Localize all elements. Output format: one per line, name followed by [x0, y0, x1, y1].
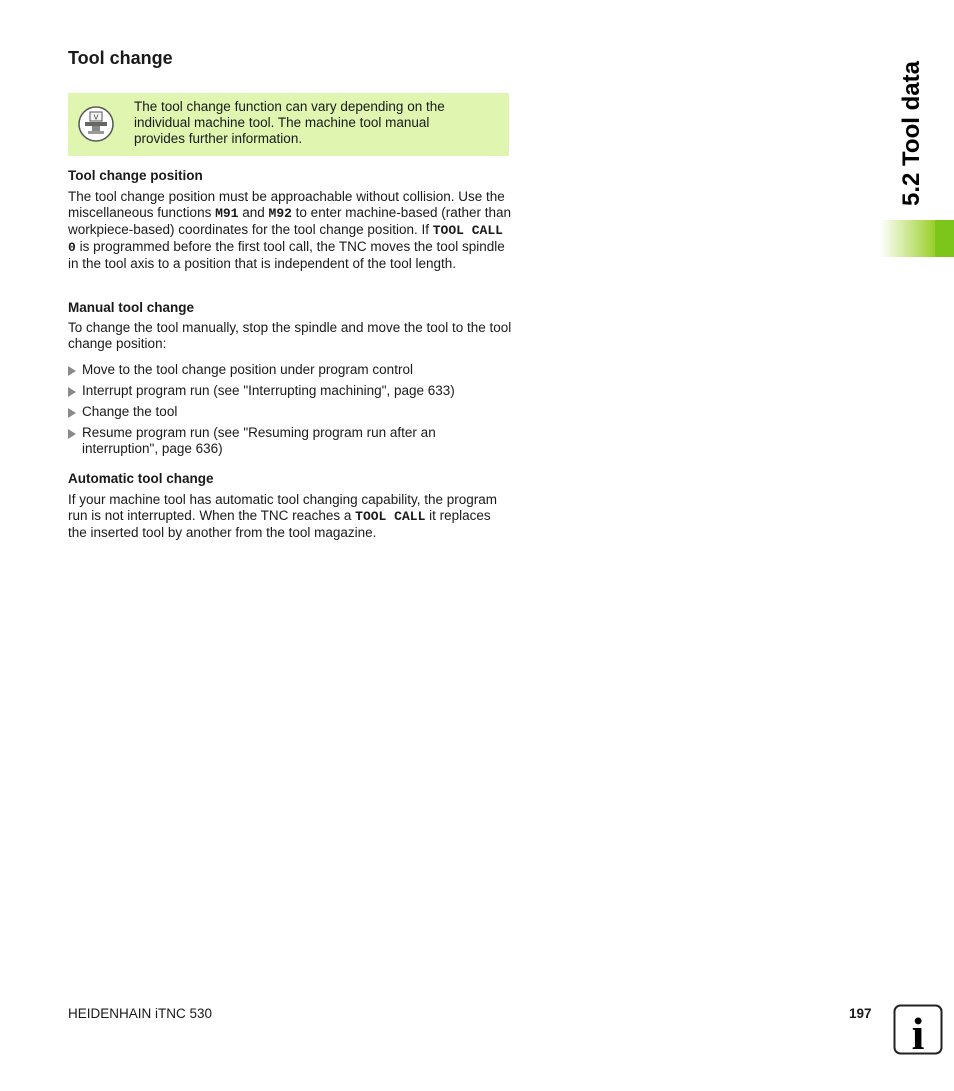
footer-product: HEIDENHAIN iTNC 530: [68, 1006, 213, 1021]
manual-tool-change-heading: Manual tool change: [68, 300, 195, 315]
automatic-tool-change-text: [68, 492, 513, 541]
list-item: [68, 425, 513, 457]
note-box: [68, 93, 509, 156]
code-tool-call: TOOL CALL: [355, 509, 426, 524]
note-line: provides further information.: [134, 131, 303, 146]
note-line: individual machine tool. The machine tool manual: [134, 115, 430, 130]
info-icon: [893, 1004, 943, 1055]
svg-text:V: V: [93, 113, 99, 122]
list-item: [68, 383, 513, 399]
text-run: and: [238, 205, 269, 220]
note-text: [134, 99, 494, 147]
text-run: If your machine tool has automatic tool changing capability, the program run is not interrupted. When the TNC reaches a: [68, 492, 497, 523]
tool-change-position-text: [68, 189, 513, 272]
list-item: [68, 404, 513, 420]
automatic-tool-change-heading: Automatic tool change: [68, 471, 214, 486]
code-tool-call-0: TOOL CALL 0: [68, 223, 503, 255]
list-item: [68, 362, 513, 378]
arrow-right-icon: [68, 366, 76, 376]
manual-steps-list: [68, 362, 513, 462]
chapter-tab-marker: [935, 220, 954, 257]
manual-tool-change-intro: To change the tool manually, stop the spindle and move the tool to the tool change position:: [68, 320, 512, 351]
page-number: 197: [849, 1006, 872, 1021]
machine-manual-icon: [78, 106, 114, 142]
section-title: Tool change: [68, 48, 173, 68]
text-run: is programmed before the first tool call, the TNC moves the tool spindle in the tool axis to a position that is independent of the tool length.: [68, 239, 505, 271]
arrow-right-icon: [68, 387, 76, 397]
list-item-text: Change the tool: [82, 404, 178, 419]
note-line: The tool change function can vary depending on the: [134, 99, 445, 114]
tool-change-position-heading: Tool change position: [68, 168, 203, 183]
chapter-side-title: 5.2 Tool data: [898, 61, 925, 206]
text-run: The tool change position must be approachable without collision. Use the miscellaneous functions: [68, 189, 505, 220]
arrow-right-icon: [68, 429, 76, 439]
list-item-text: Interrupt program run (see "Interrupting machining", page 633): [82, 383, 455, 398]
code-m91: M91: [215, 206, 239, 221]
list-item-text: Move to the tool change position under program control: [82, 362, 413, 377]
code-m92: M92: [268, 206, 292, 221]
text-run: it replaces the inserted tool by another from the tool magazine.: [68, 508, 491, 540]
chapter-tab-gradient: [880, 220, 935, 257]
list-item-text: Resume program run (see "Resuming program run after an interruption", page 636): [82, 425, 436, 456]
text-run: to enter machine-based (rather than workpiece-based) coordinates for the tool change position. If: [68, 205, 512, 237]
arrow-right-icon: [68, 408, 76, 418]
info-letter: i: [911, 1008, 925, 1055]
